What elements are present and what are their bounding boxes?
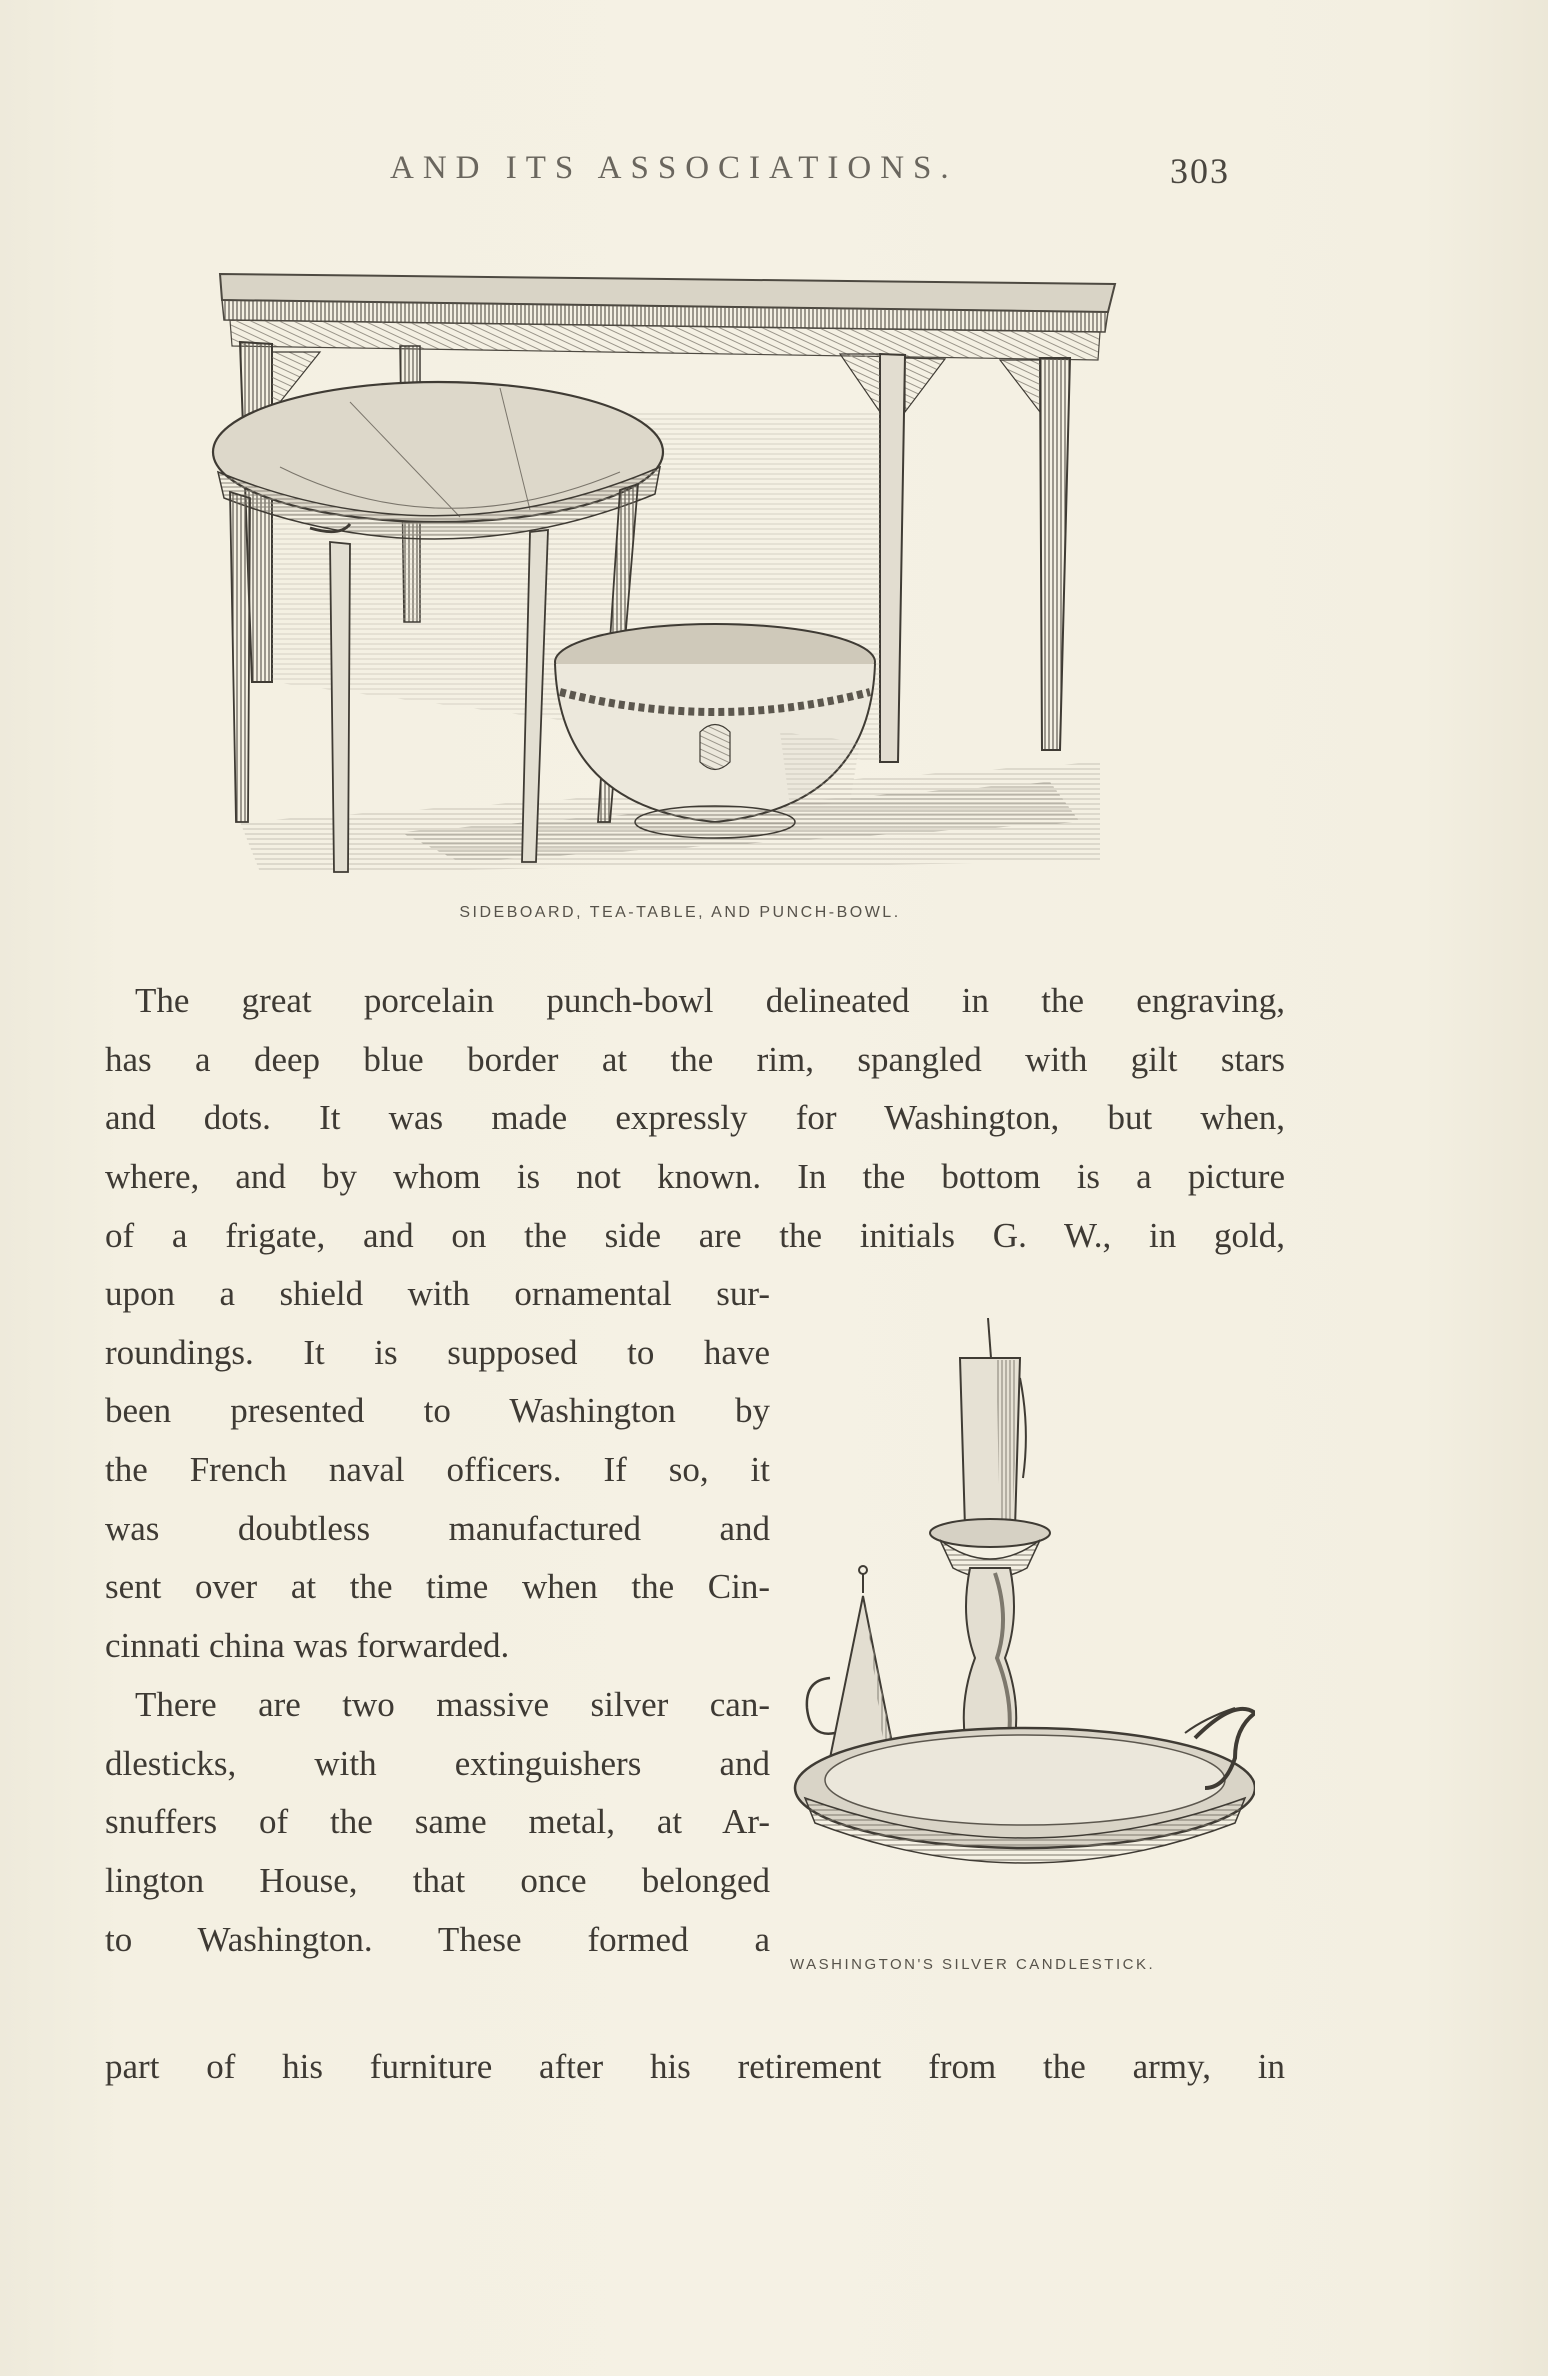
text-line: lington House, that once belonged: [105, 1860, 770, 1900]
sideboard-engraving: [200, 262, 1130, 882]
text-line: roundings. It is supposed to have: [105, 1332, 770, 1372]
text-line: upon a shield with ornamental sur-: [105, 1274, 770, 1313]
text-line: and dots. It was made expressly for Washington, but when,: [105, 1098, 1285, 1138]
text-line: sent over at the time when the Cin-: [105, 1567, 770, 1607]
text-line-last: part of his furniture after his retirement from the army, in: [105, 2047, 1285, 2086]
text-line: cinnati china was forwarded.: [105, 1626, 510, 1666]
text-line: The great porcelain punch-bowl delineated in the engraving,: [135, 981, 1285, 1020]
text-line: snuffers of the same metal, at Ar-: [105, 1802, 770, 1842]
paragraph-punch-bowl: [105, 972, 1285, 1265]
running-head: AND ITS ASSOCIATIONS.: [390, 150, 958, 186]
text-line: to Washington. These formed a: [105, 1919, 770, 1959]
figure-caption-top: SIDEBOARD, TEA-TABLE, AND PUNCH-BOWL.: [459, 904, 901, 921]
text-line: has a deep blue border at the rim, spangled with gilt stars: [105, 1039, 1285, 1079]
text-line: where, and by whom is not known. In the bottom is a picture: [105, 1157, 1285, 1197]
figure-caption-right: WASHINGTON'S SILVER CANDLESTICK.: [790, 1956, 1156, 1973]
text-line: There are two massive silver can-: [135, 1684, 770, 1724]
text-line: of a frigate, and on the side are the initials G. W., in gold,: [105, 1215, 1285, 1255]
candlestick-engraving: [765, 1318, 1255, 1918]
text-line: been presented to Washington by: [105, 1391, 770, 1431]
text-line: was doubtless manufactured and: [105, 1508, 770, 1548]
text-line: the French naval officers. If so, it: [105, 1450, 770, 1490]
page-number: 303: [1170, 151, 1230, 191]
text-line: dlesticks, with extinguishers and: [105, 1743, 770, 1783]
paragraph-narrow-column: [105, 1265, 770, 1969]
